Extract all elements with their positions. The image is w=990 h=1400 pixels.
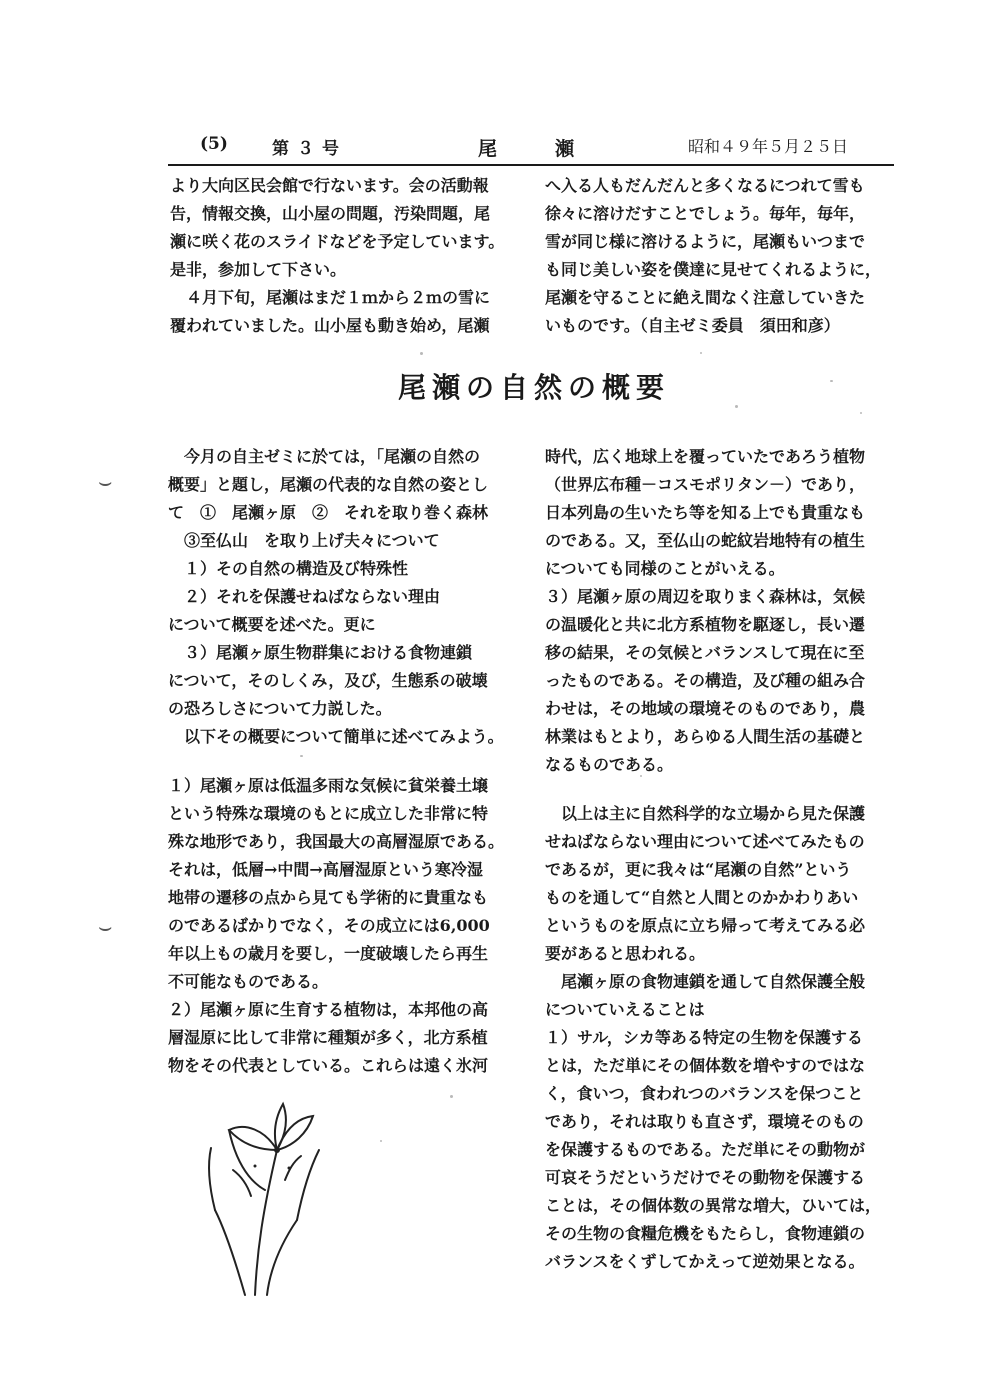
article-left-column-lower bbox=[168, 772, 528, 1080]
issue-number: 第３号 bbox=[272, 139, 347, 159]
top-left-column bbox=[170, 172, 525, 340]
text-line: く，食いつ，食われつのバランスを保つこと bbox=[545, 1084, 864, 1103]
margin-mark: ⌣ bbox=[98, 915, 113, 940]
text-line: 日本列島の生いたち等を知る上でも貴重なも bbox=[545, 503, 866, 522]
newsletter-title: 尾瀬 bbox=[478, 138, 633, 160]
text-line: についても同様のことがいえる。 bbox=[545, 559, 785, 578]
text-line: 年以上もの歳月を要し，一度破壊したら再生 bbox=[168, 944, 489, 963]
text-line: ③至仏山 を取り上げ夫々について bbox=[168, 531, 440, 550]
text-line: を保護するものである。ただ単にその動物が bbox=[545, 1140, 866, 1159]
text-line: て ① 尾瀬ヶ原 ② それを取り巻く森林 bbox=[168, 503, 489, 522]
text-line: 徐々に溶けだすことでしょう。毎年，毎年， bbox=[545, 204, 866, 223]
text-line: わせは，その地域の環境そのものであり，農 bbox=[545, 699, 866, 718]
text-line: （世界広布種－コスモポリタン－）であり， bbox=[545, 475, 866, 494]
text-line: ったものである。その構造，及び種の組み合 bbox=[545, 671, 866, 690]
text-line: いものです。（自主ゼミ委員 須田和彦） bbox=[545, 316, 840, 335]
text-line: 以上は主に自然科学的な立場から見た保護 bbox=[545, 804, 866, 823]
text-line: ２）尾瀬ヶ原に生育する植物は，本邦他の高 bbox=[168, 1000, 489, 1019]
scan-speck bbox=[640, 775, 642, 777]
scan-speck bbox=[860, 412, 862, 414]
text-line: 地帯の遷移の点から見ても学術的に貴重なも bbox=[168, 888, 489, 907]
scan-speck bbox=[450, 1095, 453, 1098]
article-right-column-upper bbox=[545, 443, 905, 779]
text-line: について，そのしくみ，及び，生態系の破壊 bbox=[168, 671, 488, 690]
text-line: それは，低層→中間→高層湿原という寒冷湿 bbox=[168, 860, 483, 879]
text-line: その生物の食糧危機をもたらし，食物連鎖の bbox=[545, 1224, 866, 1243]
text-line: というものを原点に立ち帰って考えてみる必 bbox=[545, 916, 866, 935]
scan-speck bbox=[300, 755, 303, 757]
text-line: について概要を述べた。更に bbox=[168, 615, 376, 634]
text-line: とは，ただ単にその個体数を増やすのではな bbox=[545, 1056, 866, 1075]
text-line: 可哀そうだというだけでその動物を保護する bbox=[545, 1168, 866, 1187]
text-line: ものを通して“自然と人間とのかかわりあい bbox=[545, 888, 859, 907]
text-line: ３）尾瀬ヶ原生物群集における食物連鎖 bbox=[168, 643, 473, 662]
scan-speck bbox=[830, 380, 833, 382]
scan-speck bbox=[420, 352, 423, 355]
text-line: 尾瀬ヶ原の食物連鎖を通して自然保護全般 bbox=[545, 972, 866, 991]
text-line: 瀬に咲く花のスライドなどを予定しています。 bbox=[170, 232, 505, 251]
text-line: 層湿原に比して非常に種類が多く，北方系植 bbox=[168, 1028, 488, 1047]
text-line: 林業はもとより，あらゆる人間生活の基礎と bbox=[545, 727, 866, 746]
top-right-column bbox=[545, 172, 900, 340]
text-line: 是非，参加して下さい。 bbox=[170, 260, 347, 279]
text-line: であり，それは取りも直さず，環境そのもの bbox=[545, 1112, 864, 1131]
scan-speck bbox=[735, 405, 738, 408]
text-line: 不可能なものである。 bbox=[168, 972, 329, 991]
text-line: 今月の自主ゼミに於ては，「尾瀬の自然の bbox=[168, 447, 481, 466]
text-line: ３）尾瀬ヶ原の周辺を取りまく森林は，気候 bbox=[545, 587, 866, 606]
text-line: １）尾瀬ヶ原は低温多雨な気候に貧栄養土壌 bbox=[168, 776, 489, 795]
text-line: へ入る人もだんだんと多くなるにつれて雪も bbox=[545, 176, 865, 195]
text-line: より大向区民会館で行ないます。会の活動報 bbox=[170, 176, 489, 195]
text-line: 移の結果，その気候とバランスして現在に至 bbox=[545, 643, 865, 662]
text-line: １）サル，シカ等ある特定の生物を保護する bbox=[545, 1028, 863, 1047]
header-rule bbox=[168, 164, 894, 166]
article-title: 尾瀬の自然の概要 bbox=[398, 371, 671, 404]
text-line: 尾瀬を守ることに絶え間なく注意していきた bbox=[545, 288, 866, 307]
text-line: についていえることは bbox=[545, 1000, 705, 1019]
text-line: の恐ろしさについて力説した。 bbox=[168, 699, 392, 718]
text-line: １）その自然の構造及び特殊性 bbox=[168, 559, 409, 578]
text-line: ことは，その個体数の異常な増大，ひいては， bbox=[545, 1196, 882, 1215]
text-line: 殊な地形であり，我国最大の高層湿原である。 bbox=[168, 832, 505, 851]
article-right-column-lower bbox=[545, 800, 905, 1276]
text-line: 告，情報交換，山小屋の問題，汚染問題，尾 bbox=[170, 204, 491, 223]
text-line: バランスをくずしてかえって逆効果となる。 bbox=[545, 1252, 865, 1271]
text-line: であるが，更に我々は“尾瀬の自然”という bbox=[545, 860, 852, 879]
text-line: も同じ美しい姿を僕達に見せてくれるように， bbox=[545, 260, 882, 279]
text-line: という特殊な環境のもとに成立した非常に特 bbox=[168, 804, 489, 823]
issue-date: 昭和４９年５月２５日 bbox=[688, 137, 849, 156]
text-line: 雪が同じ様に溶けるように，尾瀬もいつまで bbox=[545, 232, 866, 251]
scan-speck bbox=[380, 1140, 382, 1142]
text-line: のである。又，至仏山の蛇紋岩地特有の植生 bbox=[545, 531, 866, 550]
text-line: なるものである。 bbox=[545, 755, 674, 774]
text-line: ４月下旬，尾瀬はまだ１ｍから２ｍの雪に bbox=[170, 288, 491, 307]
text-line: ２）それを保護せねばならない理由 bbox=[168, 587, 441, 606]
text-line: 覆われていました。山小屋も動き始め，尾瀬 bbox=[170, 316, 490, 335]
text-line: 要があると思われる。 bbox=[545, 944, 706, 963]
text-line: 時代，広く地球上を覆っていたであろう植物 bbox=[545, 447, 866, 466]
text-line: 概要」と題し，尾瀬の代表的な自然の姿とし bbox=[168, 475, 489, 494]
page-number: (5) bbox=[200, 134, 228, 154]
scan-speck bbox=[700, 352, 702, 354]
article-left-column-upper bbox=[168, 443, 528, 751]
text-line: のであるばかりでなく，その成立には6,000 bbox=[168, 916, 490, 935]
text-line: の温暖化と共に北方系植物を駆逐し，長い遷 bbox=[545, 615, 866, 634]
plant-illustration bbox=[185, 1070, 335, 1300]
text-line: 物をその代表としている。これらは遠く氷河 bbox=[168, 1056, 489, 1075]
margin-mark: ⌣ bbox=[98, 470, 113, 495]
text-line: 以下その概要について簡単に述べてみよう。 bbox=[168, 727, 504, 746]
text-line: せねばならない理由について述べてみたもの bbox=[545, 832, 865, 851]
